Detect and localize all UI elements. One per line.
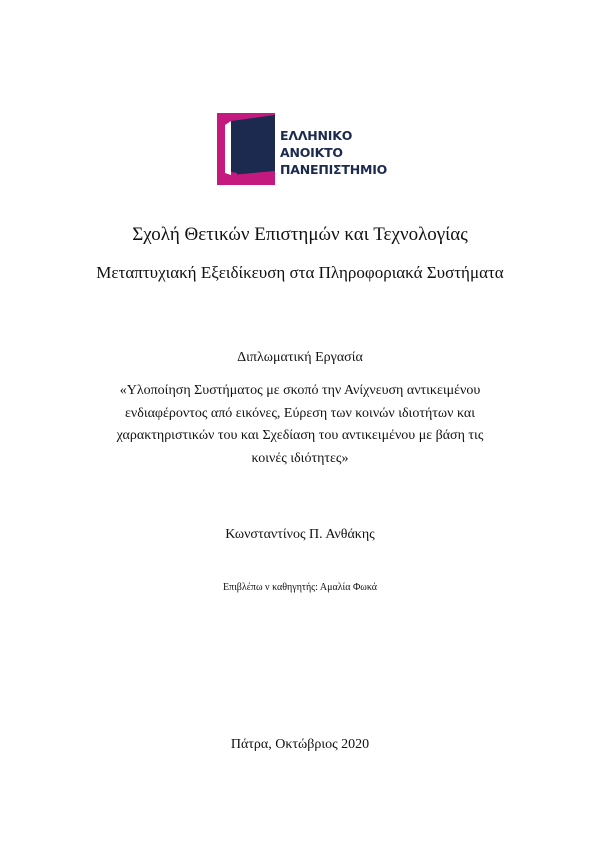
thesis-title (60, 380, 540, 470)
logo-text-line: ΑΝΟΙΚΤΟ (280, 145, 343, 160)
university-logo (217, 113, 407, 188)
thesis-title-line: «Υλοποίηση Συστήματος με σκοπό την Ανίχνευση αντικειμένου (119, 383, 481, 398)
thesis-title-line: ενδιαφέροντος από εικόνες, Εύρεση των κοινών ιδιοτήτων και (125, 405, 475, 421)
thesis-title-line: χαρακτηριστικών του και Σχεδίαση του αντικειμένου με βάση τις (116, 428, 484, 443)
program-name: Μεταπτυχιακή Εξειδίκευση στα Πληροφοριακά Συστήματα (96, 263, 504, 282)
author-name: Κωνσταντίνος Π. Ανθάκης (225, 527, 375, 542)
logo-text-line: ΕΛΛΗΝΙΚΟ (280, 128, 353, 143)
university-logo-text (280, 127, 387, 178)
thesis-title-line: κοινές ιδιότητες» (251, 450, 349, 466)
university-logo-mark-icon (217, 113, 275, 185)
logo-text-line: ΠΑΝΕΠΙΣΤΗΜΙΟ (280, 162, 388, 177)
thesis-label: Διπλωματική Εργασία (237, 350, 363, 365)
school-name: Σχολή Θετικών Επιστημών και Τεχνολογίας (132, 224, 468, 245)
supervisor: Επιβλέπω ν καθηγητής: Αμαλία Φωκά (222, 582, 378, 593)
place-date: Πάτρα, Οκτώβριος 2020 (230, 737, 370, 752)
